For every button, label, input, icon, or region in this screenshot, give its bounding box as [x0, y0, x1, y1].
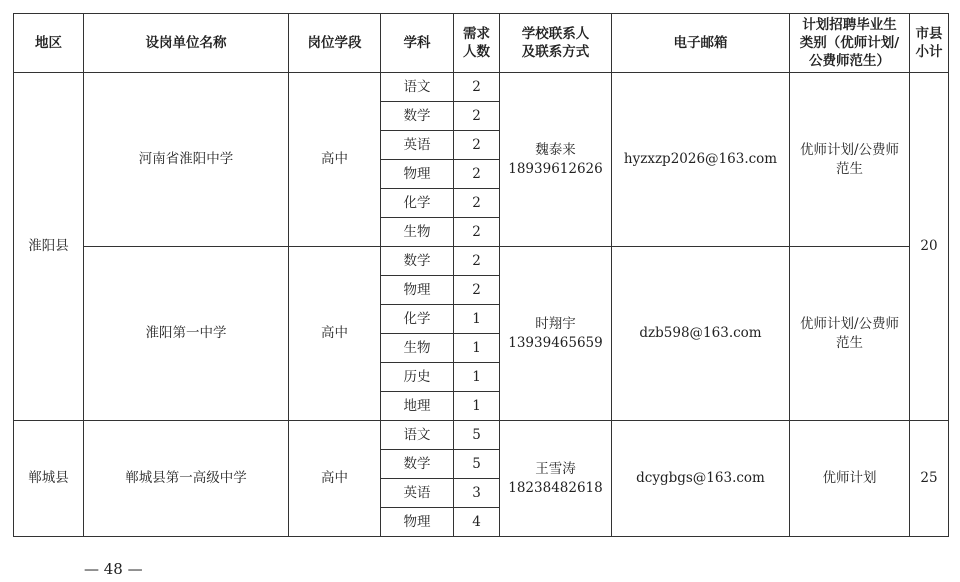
subtotal-cell: 25 [910, 421, 949, 537]
contact-phone: 13939465659 [508, 334, 603, 351]
count-cell: 3 [454, 479, 500, 508]
category-line: 范生 [836, 160, 863, 177]
count-cell: 2 [454, 218, 500, 247]
count-cell: 1 [454, 363, 500, 392]
header-demand [454, 14, 500, 73]
header-row [14, 14, 949, 73]
subject-cell: 历史 [381, 363, 454, 392]
header-email: 电子邮箱 [612, 14, 790, 73]
contact-cell [500, 73, 612, 247]
header-category [790, 14, 910, 73]
contact-name: 魏泰来 [535, 142, 576, 159]
subject-cell: 数学 [381, 102, 454, 131]
count-cell: 5 [454, 450, 500, 479]
category-line: 优师计划/公费师 [799, 316, 900, 333]
subject-cell: 物理 [381, 276, 454, 305]
count-cell: 2 [454, 131, 500, 160]
contact-phone: 18238482618 [508, 479, 603, 496]
count-cell: 1 [454, 305, 500, 334]
table-row [14, 247, 949, 276]
header-category-line: 公费师范生） [809, 53, 890, 70]
category-cell [790, 73, 910, 247]
region-cell: 郸城县 [14, 421, 84, 537]
header-subtotal [910, 14, 949, 73]
category-cell [790, 247, 910, 421]
contact-phone: 18939612626 [508, 160, 603, 177]
subtotal-cell: 20 [910, 73, 949, 421]
category-line: 优师计划/公费师 [799, 142, 900, 159]
subject-cell: 数学 [381, 450, 454, 479]
count-cell: 4 [454, 508, 500, 537]
header-demand-line: 人数 [463, 44, 490, 60]
header-category-line: 类别（优师计划/ [799, 34, 900, 51]
page-number: — 48 — [84, 560, 143, 578]
school-name-cell: 淮阳第一中学 [84, 247, 289, 421]
subject-cell: 语文 [381, 421, 454, 450]
category-cell [790, 421, 910, 537]
count-cell: 1 [454, 334, 500, 363]
header-contact-line: 学校联系人 [521, 25, 590, 42]
category-line: 范生 [836, 334, 863, 351]
subject-cell: 数学 [381, 247, 454, 276]
count-cell: 2 [454, 160, 500, 189]
school-name-cell: 河南省淮阳中学 [84, 73, 289, 247]
table-row [14, 73, 949, 102]
header-region: 地区 [14, 14, 84, 73]
contact-name: 时翔宇 [535, 316, 576, 333]
header-subtotal-line: 市县 [915, 25, 943, 42]
subject-cell: 语文 [381, 73, 454, 102]
school-name-cell: 郸城县第一高级中学 [84, 421, 289, 537]
stage-cell: 高中 [289, 247, 381, 421]
header-demand-line: 需求 [463, 25, 490, 42]
email-cell: dcygbgs@163.com [612, 421, 790, 537]
category-line: 优师计划 [822, 470, 877, 487]
subject-cell: 生物 [381, 334, 454, 363]
subject-cell: 地理 [381, 392, 454, 421]
count-cell: 2 [454, 276, 500, 305]
header-contact [500, 14, 612, 73]
count-cell: 2 [454, 102, 500, 131]
stage-cell: 高中 [289, 421, 381, 537]
subject-cell: 英语 [381, 131, 454, 160]
header-subject: 学科 [381, 14, 454, 73]
count-cell: 5 [454, 421, 500, 450]
header-stage: 岗位学段 [289, 14, 381, 73]
subject-cell: 物理 [381, 508, 454, 537]
subject-cell: 物理 [381, 160, 454, 189]
count-cell: 2 [454, 73, 500, 102]
count-cell: 2 [454, 247, 500, 276]
header-contact-line: 及联系方式 [521, 44, 590, 60]
contact-cell [500, 421, 612, 537]
subject-cell: 化学 [381, 305, 454, 334]
contact-name: 王雪涛 [535, 461, 576, 478]
subject-cell: 生物 [381, 218, 454, 247]
stage-cell: 高中 [289, 73, 381, 247]
recruitment-table [13, 13, 949, 537]
header-subtotal-line: 小计 [915, 44, 943, 60]
subject-cell: 英语 [381, 479, 454, 508]
contact-cell [500, 247, 612, 421]
email-cell: dzb598@163.com [612, 247, 790, 421]
header-category-line: 计划招聘毕业生 [802, 16, 897, 33]
count-cell: 2 [454, 189, 500, 218]
table-row [14, 421, 949, 450]
subject-cell: 化学 [381, 189, 454, 218]
count-cell: 1 [454, 392, 500, 421]
header-school-name: 设岗单位名称 [84, 14, 289, 73]
email-cell: hyzxzp2026@163.com [612, 73, 790, 247]
region-cell: 淮阳县 [14, 73, 84, 421]
